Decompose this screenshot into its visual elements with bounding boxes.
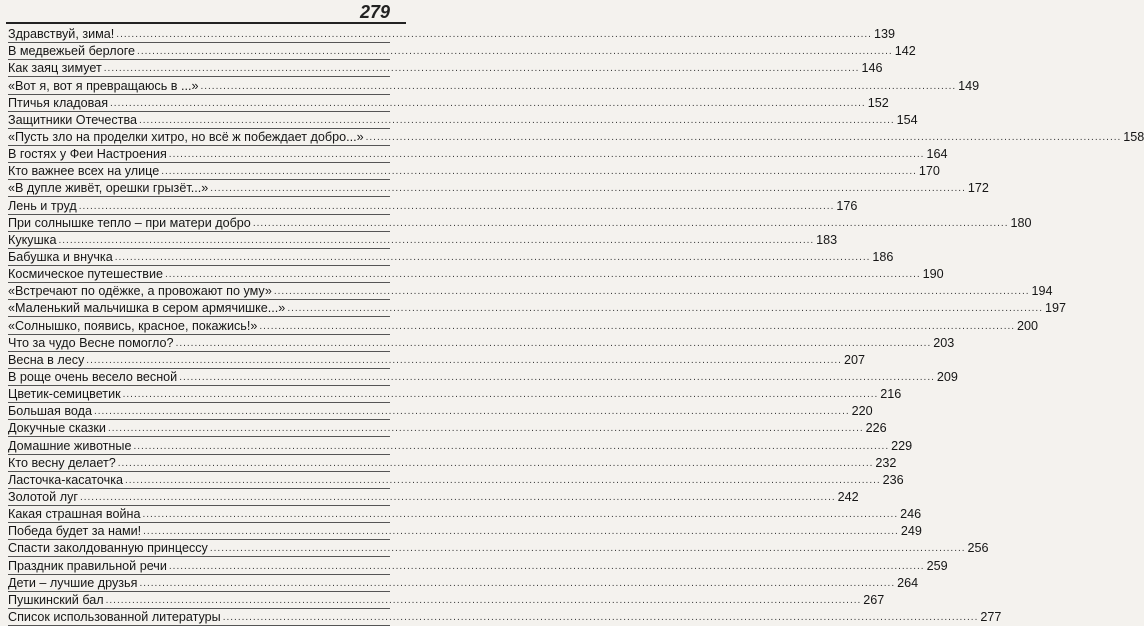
toc-dot-leader [143, 525, 899, 539]
toc-entry-title: При солнышке тепло – при матери добро [8, 215, 251, 230]
toc-dot-leader [200, 80, 956, 94]
toc-entry-page: 264 [897, 575, 919, 590]
toc-entry-title: Докучные сказки [8, 421, 106, 436]
toc-dot-leader [169, 560, 925, 574]
toc-dot-leader [287, 302, 1043, 316]
toc-entry-title: «Встречают по одёжке, а провожают по уму» [8, 284, 272, 299]
toc-entry-title: Кто весну делает? [8, 455, 116, 470]
toc-dot-leader [80, 491, 836, 505]
toc-entry-title: Космическое путешествие [8, 267, 163, 282]
toc-entry-page: 170 [918, 164, 940, 179]
toc-entry-title: Кукушка [8, 232, 57, 247]
toc-entry-title: Бабушка и внучка [8, 249, 113, 264]
toc-entry-title: Что за чудо Весне помогло? [8, 335, 174, 350]
toc-entry [8, 197, 858, 214]
toc-entry-page: 259 [926, 558, 948, 573]
toc-entry-title: «Вот я, вот я превращаюсь в ...» [8, 78, 199, 93]
toc-entry-title: Лень и труд [8, 198, 77, 213]
toc-entry-title: Праздник правильной речи [8, 558, 167, 573]
toc-entry-page: 256 [967, 541, 989, 556]
toc-entry [8, 592, 885, 609]
toc-dot-leader [137, 45, 893, 59]
toc-entry-page: 183 [816, 232, 838, 247]
toc-dot-leader [210, 182, 966, 196]
toc-dot-leader [253, 217, 1009, 231]
toc-dot-leader [274, 285, 1030, 299]
toc-dot-leader [86, 354, 842, 368]
toc-entry-title: Цветик-семицветик [8, 387, 121, 402]
toc-entry [8, 472, 904, 489]
toc-dot-leader [139, 114, 895, 128]
toc-entry-title: В медвежьей берлоге [8, 44, 136, 59]
toc-entry-title: Спасти заколдованную принцессу [8, 541, 208, 556]
toc-entry [8, 506, 922, 523]
toc-entry-page: 190 [922, 267, 944, 282]
toc-entry-page: 152 [867, 95, 889, 110]
toc-entry [8, 420, 887, 437]
toc-entry-title: «Солнышко, появись, красное, покажись!» [8, 318, 258, 333]
toc-entry-title: Птичья кладовая [8, 95, 109, 110]
toc-dot-leader [176, 337, 932, 351]
toc-entry [8, 43, 916, 60]
toc-entry-page: 146 [861, 61, 883, 76]
toc-dot-leader [94, 405, 850, 419]
toc-entry-page: 142 [894, 44, 916, 59]
toc-entry-title: Большая вода [8, 404, 92, 419]
toc-entry-page: 236 [882, 472, 904, 487]
toc-entry [8, 232, 838, 249]
toc-dot-leader [118, 457, 874, 471]
toc-entry-title: Какая страшная война [8, 507, 141, 522]
toc-entry-title: Ласточка-касаточка [8, 472, 123, 487]
toc-entry [8, 163, 940, 180]
toc-entry-page: 232 [875, 455, 897, 470]
toc-entry [8, 215, 1032, 232]
toc-entry-page: 203 [933, 335, 955, 350]
toc-dot-leader [165, 268, 921, 282]
toc-entry [8, 437, 913, 454]
toc-entry-title: Золотой луг [8, 489, 78, 504]
toc-entry [8, 609, 1002, 626]
toc-entry [8, 77, 980, 94]
toc-entry [8, 317, 1039, 334]
toc-entry-title: Список использованной литературы [8, 609, 221, 624]
toc-entry [8, 557, 948, 574]
toc-entry-page: 249 [900, 524, 922, 539]
toc-dot-leader [110, 97, 866, 111]
toc-entry-page: 200 [1017, 318, 1039, 333]
toc-entry-page: 158 [1123, 129, 1144, 144]
toc-entry-title: «Маленький мальчишка в сером армячишке...» [8, 301, 286, 316]
toc-entry [8, 489, 859, 506]
toc-entry-page: 242 [837, 489, 859, 504]
toc-entry-page: 226 [865, 421, 887, 436]
toc-dot-leader [79, 200, 835, 214]
toc-dot-leader [366, 131, 1122, 145]
toc-dot-leader [223, 611, 979, 625]
toc-entry [8, 575, 919, 592]
toc-entry-page: 154 [896, 112, 918, 127]
toc-entry [8, 352, 865, 369]
toc-dot-leader [58, 234, 814, 248]
toc-entry-title: Победа будет за нами! [8, 524, 142, 539]
toc-entry-page: 164 [926, 147, 948, 162]
toc-dot-leader [139, 577, 895, 591]
toc-entry-page: 216 [880, 387, 902, 402]
toc-entry [8, 386, 902, 403]
toc-entry-page: 277 [980, 609, 1002, 624]
toc-entry-title: Домашние животные [8, 438, 132, 453]
toc-entry [8, 95, 889, 112]
toc-entry-title: Защитники Отечества [8, 112, 137, 127]
toc-entry-page: 149 [958, 78, 980, 93]
toc-entry-title: Кто важнее всех на улице [8, 164, 160, 179]
toc-entry [8, 540, 989, 557]
toc-entry-page: 139 [873, 27, 895, 42]
header-rule [6, 22, 406, 24]
toc-dot-leader [179, 371, 935, 385]
toc-dot-leader [123, 388, 879, 402]
toc-entry [8, 60, 883, 77]
table-of-contents [8, 26, 1144, 626]
toc-dot-leader [259, 320, 1015, 334]
toc-entry [8, 455, 897, 472]
toc-entry-page: 194 [1031, 284, 1053, 299]
toc-entry-title: Пушкинский бал [8, 592, 104, 607]
toc-entry [8, 266, 944, 283]
toc-entry [8, 369, 958, 386]
toc-entry [8, 249, 894, 266]
toc-entry-page: 209 [936, 369, 958, 384]
page-number: 279 [359, 2, 390, 22]
toc-dot-leader [142, 508, 898, 522]
toc-entry-title: В роще очень весело весной [8, 369, 178, 384]
toc-entry [8, 523, 922, 540]
toc-dot-leader [133, 440, 889, 454]
toc-dot-leader [161, 165, 917, 179]
toc-entry-page: 246 [900, 507, 922, 522]
toc-dot-leader [169, 148, 925, 162]
toc-entry [8, 26, 895, 43]
toc-entry-page: 197 [1044, 301, 1066, 316]
toc-dot-leader [104, 62, 860, 76]
toc-dot-leader [108, 422, 864, 436]
toc-entry-title: Здравствуй, зима! [8, 27, 115, 42]
toc-entry [8, 146, 948, 163]
toc-dot-leader [116, 28, 872, 42]
toc-entry-page: 267 [863, 592, 885, 607]
toc-dot-leader [115, 251, 871, 265]
toc-entry-page: 220 [851, 404, 873, 419]
page-header [0, 0, 410, 26]
toc-entry [8, 112, 918, 129]
toc-entry-page: 180 [1010, 215, 1032, 230]
toc-entry-page: 229 [891, 438, 913, 453]
toc-entry [8, 335, 955, 352]
toc-entry [8, 129, 1144, 146]
toc-entry-page: 172 [967, 181, 989, 196]
toc-entry-page: 186 [872, 249, 894, 264]
toc-entry-page: 207 [843, 352, 865, 367]
toc-entry [8, 300, 1066, 317]
toc-entry-title: «В дупле живёт, орешки грызёт...» [8, 181, 209, 196]
toc-dot-leader [106, 594, 862, 608]
toc-entry-title: Дети – лучшие друзья [8, 575, 138, 590]
toc-entry [8, 403, 873, 420]
toc-entry-page: 176 [836, 198, 858, 213]
toc-entry-title: Весна в лесу [8, 352, 85, 367]
toc-dot-leader [210, 542, 966, 556]
toc-entry [8, 180, 989, 197]
toc-entry-title: Как заяц зимует [8, 61, 102, 76]
toc-entry-title: В гостях у Феи Настроения [8, 147, 167, 162]
toc-entry [8, 283, 1053, 300]
toc-dot-leader [125, 474, 881, 488]
toc-entry-title: «Пусть зло на проделки хитро, но всё ж побеждает добро...» [8, 129, 364, 144]
